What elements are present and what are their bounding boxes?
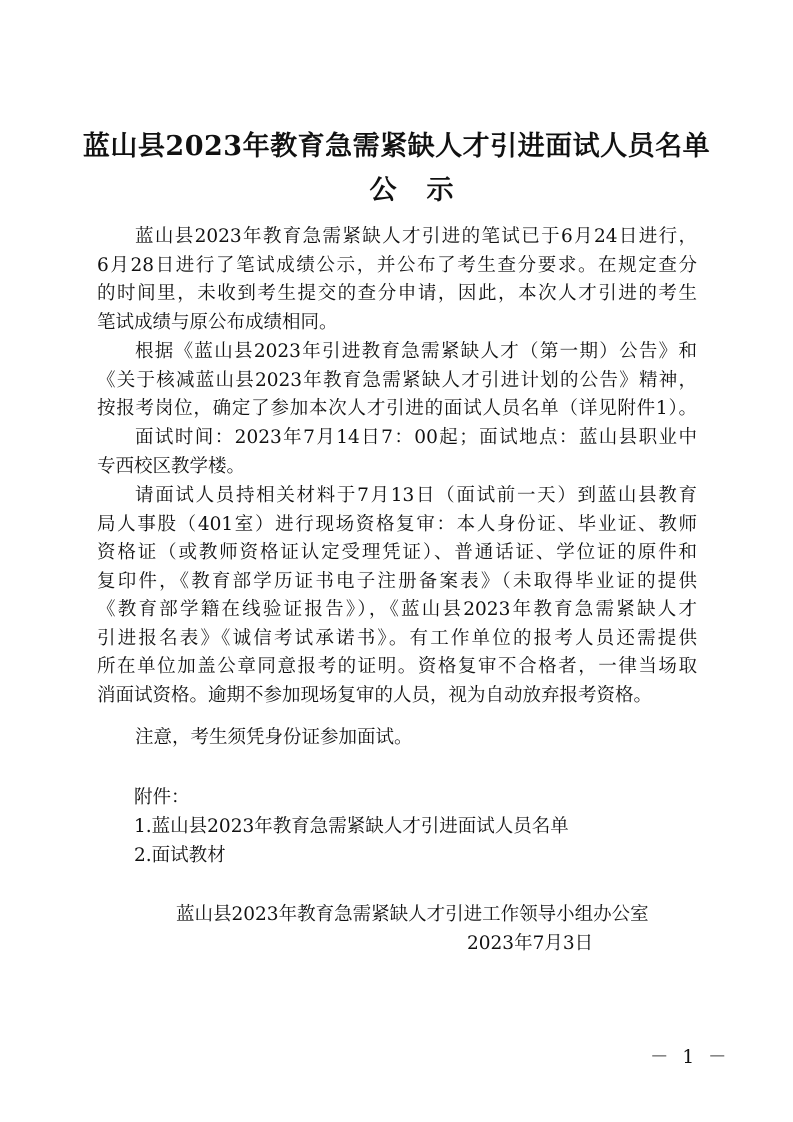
paragraph-line: 面试时间：2023年7月14日7：00起；面试地点：蓝山县职业中	[135, 427, 697, 448]
paragraph-line: 局人事股（401室）进行现场资格复审：本人身份证、毕业证、教师	[97, 513, 697, 535]
paragraph-basis	[97, 338, 697, 424]
signature-organization: 蓝山县2023年教育急需紧缺人才引进工作领导小组办公室	[176, 904, 649, 925]
paragraph-line: 复印件，《教育部学历证书电子注册备案表》（未取得毕业证的提供	[97, 570, 697, 592]
paragraph-line: 资格证（或教师资格证认定受理凭证）、普通话证、学位证的原件和	[97, 542, 697, 563]
signature-date: 2023年7月3日	[467, 933, 594, 954]
paragraph-line: 蓝山县2023年教育急需紧缺人才引进的笔试已于6月24日进行，	[135, 226, 697, 247]
paragraph-line: 请面试人员持相关材料于7月13日（面试前一天）到蓝山县教育	[135, 485, 697, 506]
paragraph-line: 根据《蓝山县2023年引进教育急需紧缺人才（第一期）公告》和	[135, 341, 697, 362]
attachment-item: 2.面试教材	[134, 845, 226, 866]
paragraph-qualification-review	[97, 482, 697, 710]
paragraph-line: 注意，考生须凭身份证参加面试。	[135, 727, 413, 748]
document-subtitle: 公示	[369, 175, 484, 206]
paragraph-line: 的时间里，未收到考生提交的查分申请，因此，本次人才引进的考生	[97, 283, 697, 304]
paragraph-line: 引进报名表》《诚信考试承诺书》。有工作单位的报考人员还需提供	[97, 627, 697, 649]
paragraph-line: 《教育部学籍在线验证报告》），《蓝山县2023年教育急需紧缺人才	[97, 599, 697, 620]
paragraph-line: 所在单位加盖公章同意报考的证明。资格复审不合格者，一律当场取	[97, 656, 697, 677]
paragraph-line: 笔试成绩与原公布成绩相同。	[97, 311, 338, 333]
page-number: － 1 －	[650, 1047, 731, 1068]
paragraph-line: 消面试资格。逾期不参加现场复审的人员，视为自动放弃报考资格。	[97, 684, 653, 706]
paragraph-line: 专西校区教学楼。	[97, 455, 246, 477]
attachment-item: 1.蓝山县2023年教育急需紧缺人才引进面试人员名单	[134, 816, 569, 837]
paragraph-line: 6月28日进行了笔试成绩公示，并公布了考生查分要求。在规定查分	[97, 254, 697, 276]
attachments-heading: 附件：	[134, 787, 190, 808]
paragraph-line: 按报考岗位，确定了参加本次人才引进的面试人员名单（详见附件1）。	[97, 398, 697, 419]
paragraph-notice	[97, 724, 697, 753]
paragraph-written-exam	[97, 223, 697, 337]
paragraph-interview-time	[97, 424, 697, 481]
paragraph-line: 《关于核减蓝山县2023年教育急需紧缺人才引进计划的公告》精神，	[97, 369, 697, 391]
document-title: 蓝山县2023年教育急需紧缺人才引进面试人员名单	[82, 131, 711, 162]
